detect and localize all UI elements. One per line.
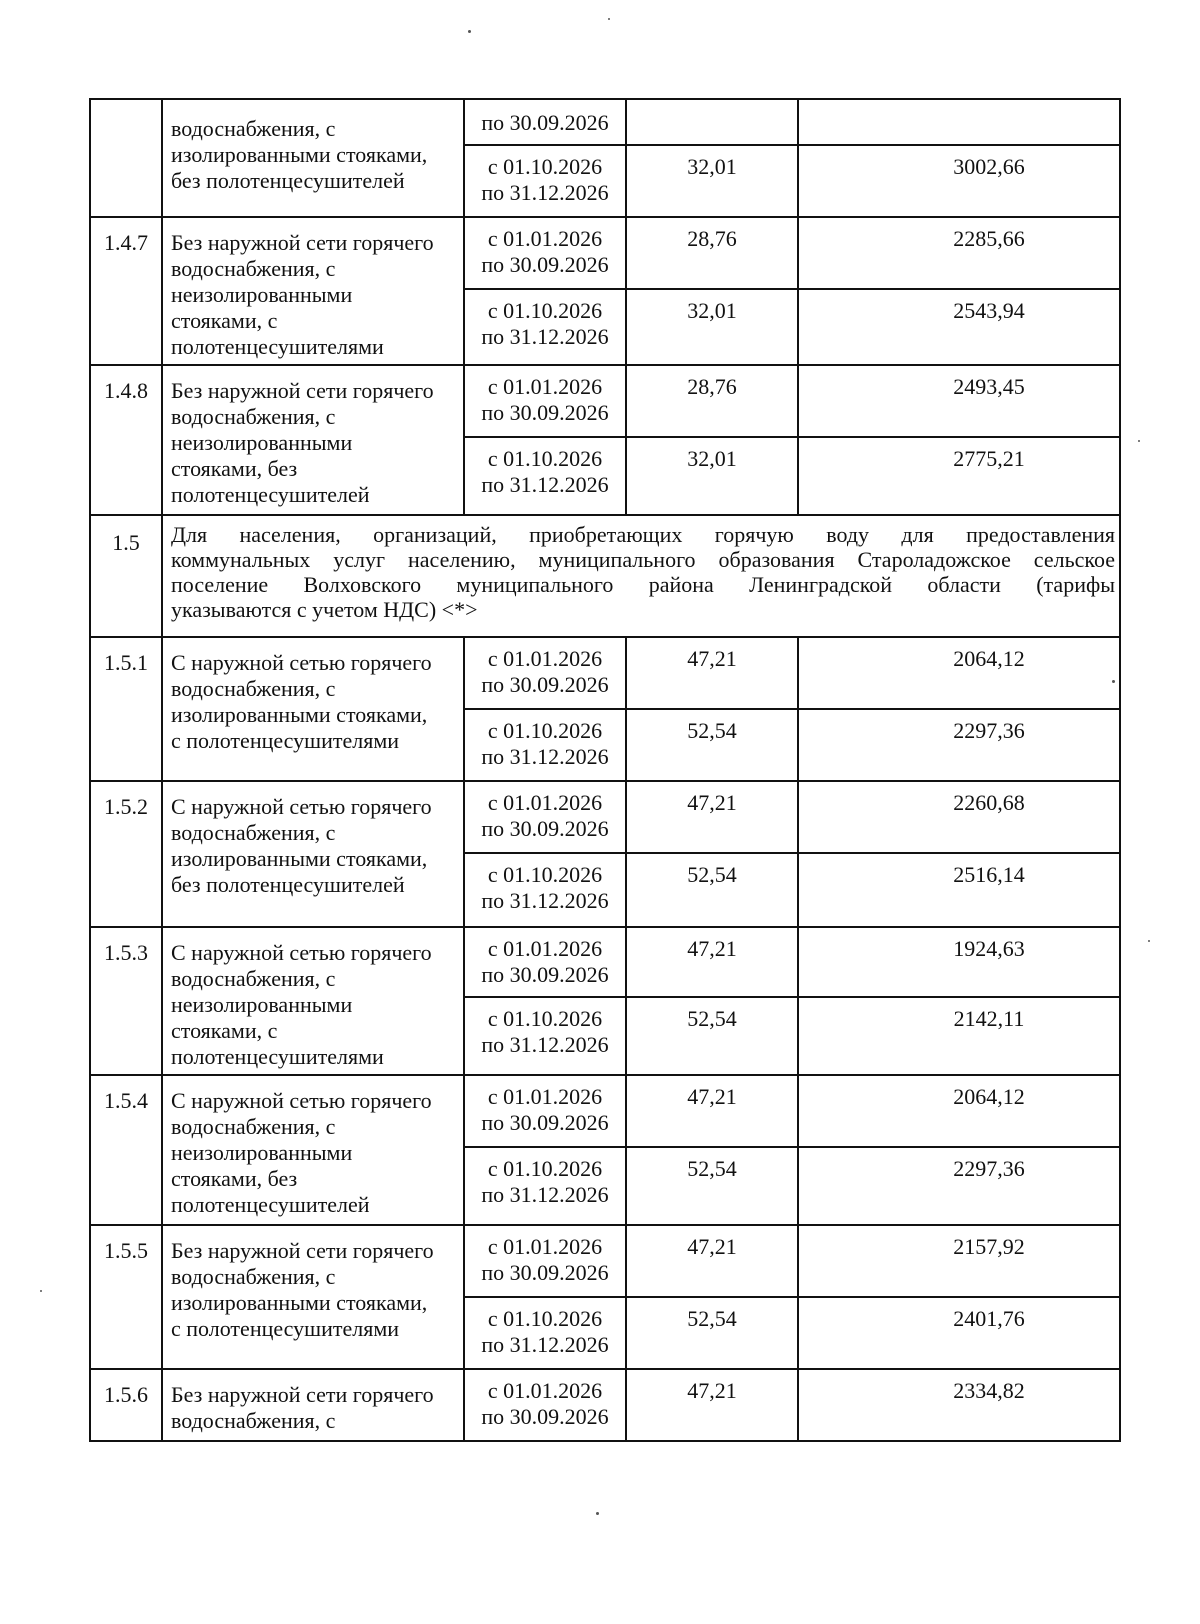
tariff-value-cell: 2297,36 [798, 709, 1120, 781]
table-row [90, 1225, 1120, 1297]
component-cell: 28,76 [626, 217, 798, 289]
component-cell: 47,21 [626, 1075, 798, 1147]
period-cell: с 01.10.2026 по 31.12.2026 [464, 997, 626, 1075]
section-heading-cell: Для населения, организаций, приобретающих горячую воду для предоставления коммунальных услуг населению, муниципального образования Староладожское сельское поселение Волховского муниципального района Ленинградской области (тарифы указываются с учетом НДС) <*> [162, 515, 1120, 637]
tariff-value-cell: 2516,14 [798, 853, 1120, 927]
period-cell: с 01.10.2026 по 31.12.2026 [464, 853, 626, 927]
scan-speck [608, 18, 610, 20]
period-cell: с 01.10.2026 по 31.12.2026 [464, 709, 626, 781]
table-row [90, 1369, 1120, 1441]
tariff-value-cell: 2142,11 [798, 997, 1120, 1075]
component-cell: 52,54 [626, 1297, 798, 1369]
tariff-value-cell: 2064,12 [798, 1075, 1120, 1147]
period-cell: с 01.10.2026 по 31.12.2026 [464, 1297, 626, 1369]
tariff-value-cell: 2493,45 [798, 365, 1120, 437]
period-cell: с 01.01.2026 по 30.09.2026 [464, 365, 626, 437]
item-name-cell: С наружной сетью горячего водоснабжения, с неизолированными стояками, с полотенцесушителями [162, 927, 464, 1075]
item-name-cell: Без наружной сети горячего водоснабжения, с изолированными стояками, с полотенцесушителями [162, 1225, 464, 1369]
component-cell: 52,54 [626, 709, 798, 781]
period-cell: с 01.10.2026 по 31.12.2026 [464, 1147, 626, 1225]
component-cell: 52,54 [626, 1147, 798, 1225]
tariff-value-cell: 2297,36 [798, 1147, 1120, 1225]
period-cell: с 01.10.2026 по 31.12.2026 [464, 289, 626, 365]
period-cell: с 01.01.2026 по 30.09.2026 [464, 1075, 626, 1147]
tariff-value-cell: 2543,94 [798, 289, 1120, 365]
scan-speck [596, 1512, 599, 1515]
tariff-value-cell: 2064,12 [798, 637, 1120, 709]
table-row [90, 927, 1120, 997]
component-cell: 47,21 [626, 637, 798, 709]
period-cell: с 01.01.2026 по 30.09.2026 [464, 637, 626, 709]
component-cell [626, 99, 798, 145]
tariff-value-cell: 2334,82 [798, 1369, 1120, 1441]
period-cell: с 01.01.2026 по 30.09.2026 [464, 1225, 626, 1297]
period-cell: по 30.09.2026 [464, 99, 626, 145]
period-cell: с 01.01.2026 по 30.09.2026 [464, 217, 626, 289]
table-row [90, 365, 1120, 437]
component-cell: 52,54 [626, 853, 798, 927]
item-name-cell: С наружной сетью горячего водоснабжения, с изолированными стояками, без полотенцесушителей [162, 781, 464, 927]
component-cell: 47,21 [626, 927, 798, 997]
item-number-cell [90, 99, 162, 217]
item-number-cell: 1.5.4 [90, 1075, 162, 1225]
scan-speck [40, 1290, 42, 1292]
item-name-cell: Без наружной сети горячего водоснабжения, с неизолированными стояками, без полотенцесушителей [162, 365, 464, 515]
item-name-cell: водоснабжения, с изолированными стояками, без полотенцесушителей [162, 99, 464, 217]
item-number-cell: 1.4.8 [90, 365, 162, 515]
table-row [90, 637, 1120, 709]
table-row [90, 99, 1120, 145]
scan-speck [1148, 940, 1150, 942]
period-cell: с 01.01.2026 по 30.09.2026 [464, 781, 626, 853]
period-cell: с 01.01.2026 по 30.09.2026 [464, 1369, 626, 1441]
component-cell: 47,21 [626, 781, 798, 853]
component-cell: 32,01 [626, 437, 798, 515]
tariff-value-cell: 2157,92 [798, 1225, 1120, 1297]
item-name-cell: Без наружной сети горячего водоснабжения, с неизолированными стояками, с полотенцесушителями [162, 217, 464, 365]
section-number-cell: 1.5 [90, 515, 162, 637]
item-name-cell: Без наружной сети горячего водоснабжения, с [162, 1369, 464, 1441]
period-cell: с 01.01.2026 по 30.09.2026 [464, 927, 626, 997]
table-row [90, 781, 1120, 853]
scan-speck [1138, 440, 1140, 442]
scan-speck [468, 30, 471, 33]
table-row [90, 1075, 1120, 1147]
item-name-cell: С наружной сетью горячего водоснабжения, с изолированными стояками, с полотенцесушителями [162, 637, 464, 781]
component-cell: 52,54 [626, 997, 798, 1075]
component-cell: 47,21 [626, 1369, 798, 1441]
tariff-value-cell: 2285,66 [798, 217, 1120, 289]
period-cell: с 01.10.2026 по 31.12.2026 [464, 437, 626, 515]
item-number-cell: 1.5.6 [90, 1369, 162, 1441]
tariff-value-cell: 2260,68 [798, 781, 1120, 853]
item-number-cell: 1.4.7 [90, 217, 162, 365]
component-cell: 28,76 [626, 365, 798, 437]
tariff-value-cell: 1924,63 [798, 927, 1120, 997]
item-number-cell: 1.5.3 [90, 927, 162, 1075]
component-cell: 32,01 [626, 289, 798, 365]
item-number-cell: 1.5.2 [90, 781, 162, 927]
section-row [90, 515, 1120, 637]
tariff-table [89, 98, 1121, 1442]
tariff-value-cell: 3002,66 [798, 145, 1120, 217]
tariff-value-cell [798, 99, 1120, 145]
tariff-value-cell: 2775,21 [798, 437, 1120, 515]
component-cell: 32,01 [626, 145, 798, 217]
item-name-cell: С наружной сетью горячего водоснабжения, с неизолированными стояками, без полотенцесушителей [162, 1075, 464, 1225]
item-number-cell: 1.5.5 [90, 1225, 162, 1369]
period-cell: с 01.10.2026 по 31.12.2026 [464, 145, 626, 217]
component-cell: 47,21 [626, 1225, 798, 1297]
item-number-cell: 1.5.1 [90, 637, 162, 781]
tariff-table-wrapper [89, 98, 1119, 1442]
table-row [90, 217, 1120, 289]
tariff-value-cell: 2401,76 [798, 1297, 1120, 1369]
